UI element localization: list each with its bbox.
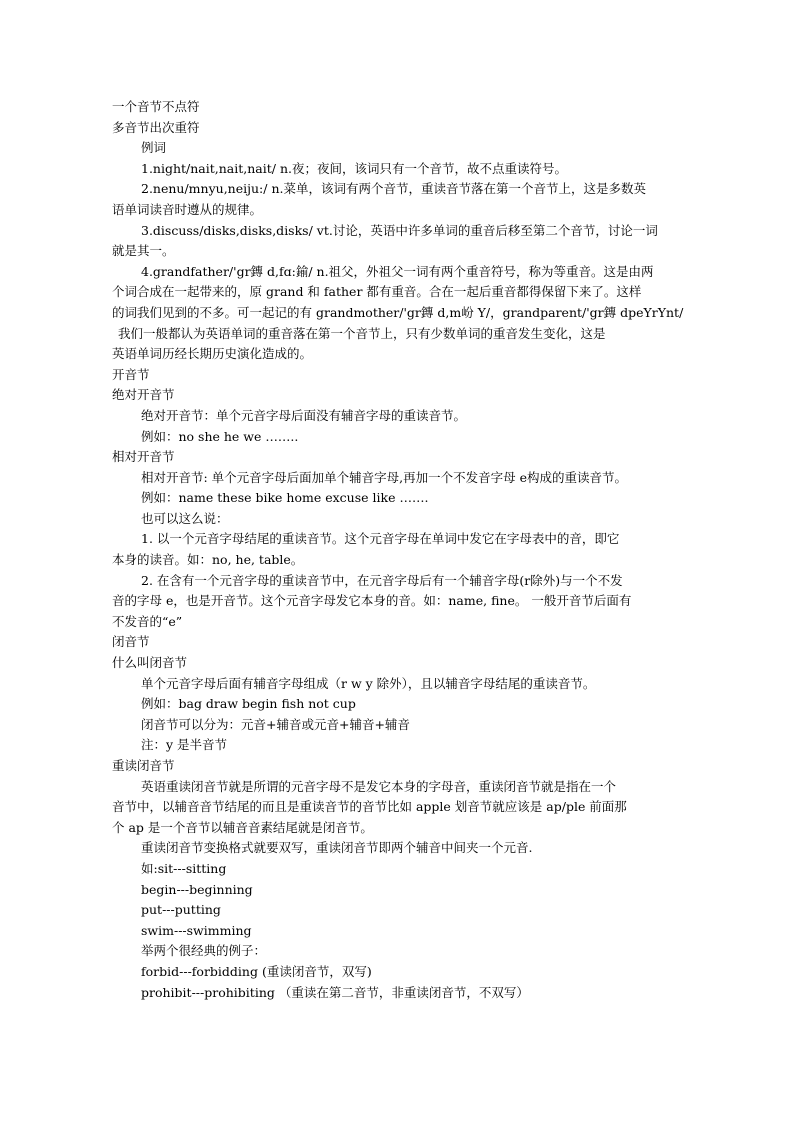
text-line: 例如：bag draw begin fish not cup bbox=[141, 696, 356, 712]
text-line: 音节中，以辅音音节结尾的而且是重读音节的音节比如 apple 划音节就应该是 ap/ple 前面那 bbox=[112, 799, 627, 815]
text-line: 4.grandfather/'gr鏄 d,fɑ:鍮/ n.祖父，外祖父一词有两个重音符号，称为等重音。这是由两 bbox=[141, 263, 654, 279]
text-line: 例词 bbox=[141, 140, 167, 156]
text-line: 绝对开音节：单个元音字母后面没有辅音字母的重读音节。 bbox=[141, 407, 467, 423]
text-line: 英语单词历经长期历史演化造成的。 bbox=[112, 346, 313, 362]
text-line: 就是其一。 bbox=[112, 243, 175, 259]
text-line: 本身的读音。如：no, he, table。 bbox=[112, 552, 304, 568]
text-line: begin---beginning bbox=[141, 881, 253, 897]
text-line: forbid---forbidding (重读闭音节，双写) bbox=[141, 963, 372, 979]
text-line: prohibit---prohibiting （重读在第二音节，非重读闭音节，不双写） bbox=[141, 984, 529, 1000]
text-line: 相对开音节: 单个元音字母后面加单个辅音字母,再加一个不发音字母 e构成的重读音节。 bbox=[141, 469, 628, 485]
text-line: 闭音节可以分为：元音+辅音或元音+辅音+辅音 bbox=[141, 716, 410, 732]
text-line: 3.discuss/disks,disks,disks/ vt.讨论，英语中许多单词的重音后移至第二个音节，讨论一词 bbox=[141, 222, 658, 238]
text-line: 闭音节 bbox=[112, 634, 150, 650]
text-line: 一个音节不点符 bbox=[112, 99, 200, 114]
text-line: 例如：name these bike home excuse like ……. bbox=[141, 490, 429, 506]
text-line: 2. 在含有一个元音字母的重读音节中，在元音字母后有一个辅音字母(r除外)与一个不发 bbox=[141, 572, 623, 588]
text-line: 不发音的“e” bbox=[112, 613, 183, 629]
text-line: 2.nenu/mnyu,neiju:/ n.菜单，该词有两个音节，重读音节落在第一个音节上，这是多数英 bbox=[141, 181, 646, 197]
text-line: 1. 以一个元音字母结尾的重读音节。这个元音字母在单词中发它在字母表中的音，即它 bbox=[141, 531, 620, 547]
text-line: 1.night/nait,nait,nait/ n.夜；夜间，该词只有一个音节，故不点重读符号。 bbox=[141, 160, 567, 176]
text-line: swim---swimming bbox=[141, 922, 252, 938]
text-line: 重读闭音节 bbox=[112, 758, 175, 773]
text-line: 单个元音字母后面有辅音字母组成（r w y 除外），且以辅音字母结尾的重读音节。 bbox=[141, 675, 596, 691]
text-line: 开音节 bbox=[112, 366, 150, 382]
text-line: 我们一般都认为英语单词的重音落在第一个音节上，只有少数单词的重音发生变化，这是 bbox=[118, 325, 606, 341]
text-line: 也可以这么说： bbox=[141, 510, 229, 526]
text-line: 音的字母 e，也是开音节。这个元音字母发它本身的音。如：name, fine。 一般开音节后面有 bbox=[112, 593, 632, 609]
text-line: 语单词读音时遵从的规律。 bbox=[112, 201, 263, 217]
text-line: 如:sit---sitting bbox=[141, 860, 227, 876]
text-line: 的词我们见到的不多。可一起记的有 grandmother/'gr鏄 d,m岎 Y/，grandparent/'gr鏄 dpeYrYnt/ bbox=[112, 304, 684, 320]
text-line: 例如：no she he we …….. bbox=[141, 428, 299, 444]
document-body bbox=[112, 97, 686, 1003]
text-line: put---putting bbox=[141, 902, 221, 918]
text-line: 多音节出次重符 bbox=[112, 119, 200, 135]
text-line: 个词合成在一起带来的，原 grand 和 father 都有重音。合在一起后重音都得保留下来了。这样 bbox=[112, 284, 642, 300]
text-line: 什么叫闭音节 bbox=[112, 655, 188, 671]
text-line: 个 ap 是一个音节以辅音音素结尾就是闭音节。 bbox=[112, 819, 373, 835]
text-line: 重读闭音节变换格式就要双写，重读闭音节即两个辅音中间夹一个元音. bbox=[141, 840, 533, 856]
text-line: 绝对开音节 bbox=[112, 387, 175, 403]
text-line: 英语重读闭音节就是所谓的元音字母不是发它本身的字母音，重读闭音节就是指在一个 bbox=[141, 778, 617, 794]
text-line: 注：y 是半音节 bbox=[141, 737, 228, 753]
text-line: 举两个很经典的例子： bbox=[141, 943, 267, 959]
text-line: 相对开音节 bbox=[112, 449, 175, 465]
